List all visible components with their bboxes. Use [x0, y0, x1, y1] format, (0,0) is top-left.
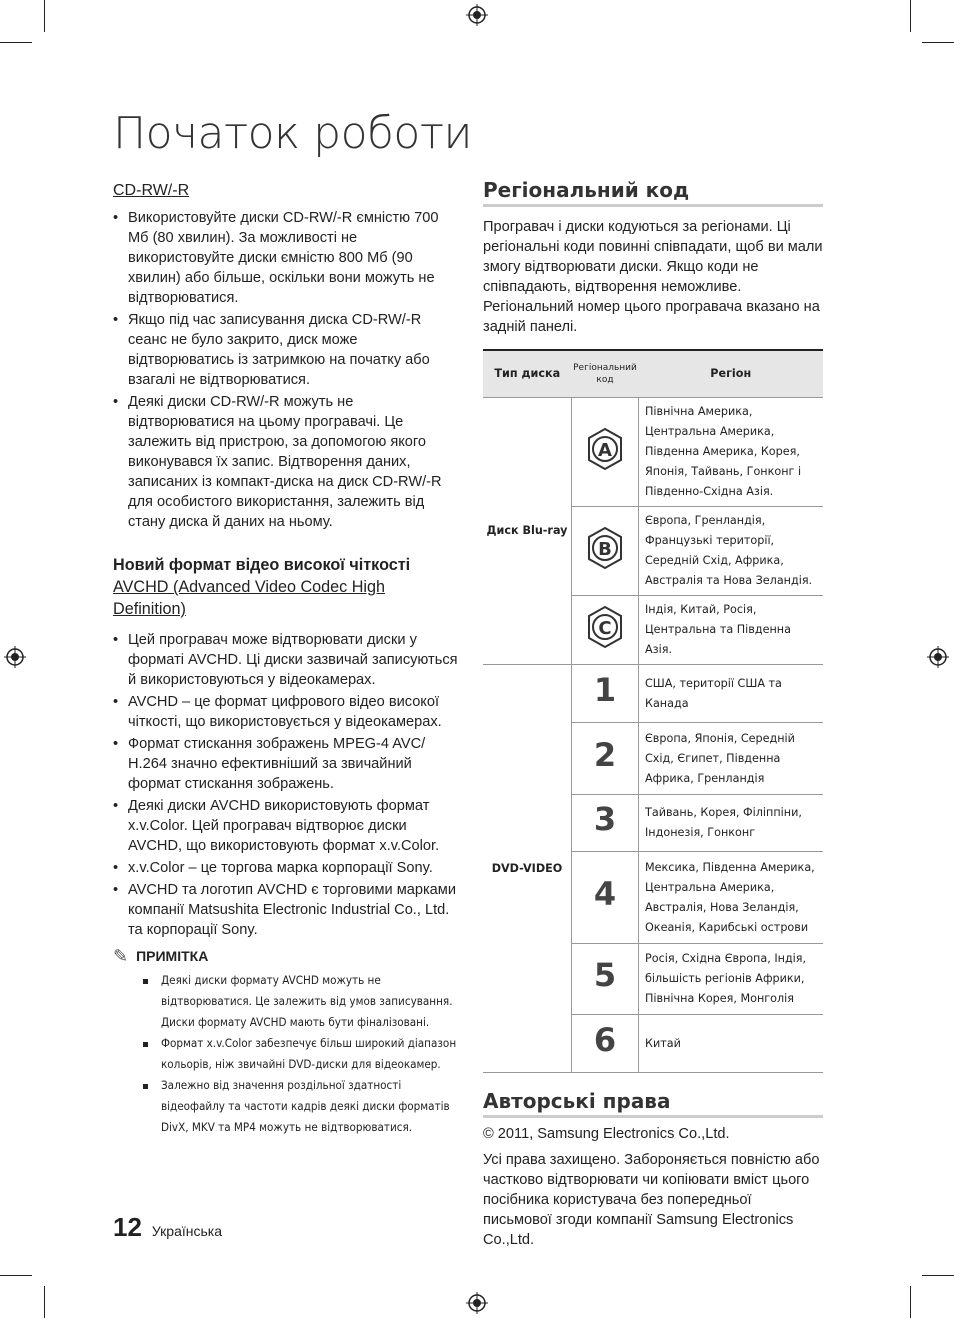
- pencil-note-icon: ✎: [113, 946, 129, 966]
- region-code-letter: C: [598, 617, 612, 639]
- table-row: [483, 398, 823, 507]
- region-intro: Програвач і диски кодуються за регіонами. Ці регіональні коди повинні співпадати, щоб ви мали змогу відтворювати диски. Якщо коди не співпадають, відтворення неможливе. Регіональний номер цього програвача вказано на задній панелі.: [483, 219, 823, 335]
- note-header: ✎ ПРИМІТКА: [113, 946, 209, 966]
- list-item: • Деякі диски AVCHD використовують формат x.v.Color. Цей програвач відтворює диски AVCHD, що використовують формат x.v.Color.: [113, 796, 458, 856]
- dvd-region-globe-icon: 6: [593, 1020, 617, 1059]
- list-item: • Деякі диски CD-RW/-R можуть не відтворюватися на цьому програвачі. Це залежить від пристрою, за допомогою якого виконувався їх запис. Відтворення даних, записаних із компакт-диска на диск CD-RW/-R для особистого використання, залежить від стану диска й даних на ньому.: [113, 392, 458, 532]
- crop-mark: [910, 0, 911, 32]
- region-area: Індія, Китай, Росія, Центральна та Південна Азія.: [639, 596, 824, 665]
- region-area: Росія, Східна Європа, Індія, більшість регіонів Африки, Північна Корея, Монголія: [639, 944, 824, 1015]
- avchd-heading: Новий формат відео високої чіткості AVCHD (Advanced Video Codec High Definition): [113, 556, 411, 618]
- list-item: • Використовуйте диски CD-RW/-R ємністю 700 Мб (80 хвилин). За можливості не використовуйте диски ємністю 800 Мб (90 хвилин) або більше, оскільки вони можуть не відтворюватися.: [113, 208, 458, 308]
- region-area: Європа, Гренландія, Французькі території, Середній Схід, Африка, Австралія та Нова Зеландія.: [639, 507, 824, 596]
- region-code-cell: [572, 944, 639, 1015]
- region-area: Європа, Японія, Середній Схід, Єгипет, Південна Африка, Гренландія: [639, 723, 824, 795]
- crop-mark: [922, 42, 954, 43]
- disc-type-bluray: Диск Blu-ray: [483, 398, 572, 665]
- registration-mark-icon: [927, 646, 949, 668]
- copyright-heading: Авторські права: [483, 1091, 823, 1118]
- list-item: • x.v.Color – це торгова марка корпорації Sony.: [113, 858, 458, 878]
- note-item: Залежно від значення роздільної здатності відеофайлу та частоти кадрів деякі диски форматів DivX, MKV та MP4 можуть не відтворюватися.: [143, 1075, 458, 1138]
- crop-mark: [44, 1286, 45, 1318]
- region-code-heading: Регіональний код: [483, 180, 823, 207]
- list-item: • Цей програвач може відтворювати диски у форматі AVCHD. Ці диски зазвичай записуються й використовуються у відеокамерах.: [113, 630, 458, 690]
- list-item: • Формат стискання зображень MPEG-4 AVC/ H.264 значно ефективніший за звичайний формат стискання зображень.: [113, 734, 458, 794]
- page-number: 12: [113, 1212, 142, 1242]
- region-area: Північна Америка, Центральна Америка, Південна Америка, Корея, Японія, Тайвань, Гонконг і Південно-Східна Азія.: [639, 398, 824, 507]
- crop-mark: [922, 1275, 954, 1276]
- copyright-line: © 2011, Samsung Electronics Co.,Ltd.: [483, 1126, 730, 1142]
- region-code-cell: [572, 596, 639, 665]
- dvd-region-globe-icon: 5: [593, 956, 617, 994]
- region-code-cell: [572, 398, 639, 507]
- region-code-letter: B: [598, 538, 612, 560]
- cdrw-heading: CD-RW/-R: [113, 182, 190, 199]
- page-footer: [113, 1212, 222, 1243]
- bluray-region-a-icon: [586, 427, 624, 471]
- region-code-cell: [572, 852, 639, 944]
- footer-language: Українська: [151, 1223, 223, 1239]
- region-code-table: [483, 349, 823, 1073]
- left-column: [113, 180, 458, 1138]
- crop-mark: [0, 1275, 32, 1276]
- list-item: • AVCHD – це формат цифрового відео високої чіткості, що використовується у відеокамерах.: [113, 692, 458, 732]
- region-code-letter: A: [598, 439, 612, 461]
- list-item: • Якщо під час записування диска CD-RW/-R сеанс не було закрито, диск може відтворюватись із затримкою на початку або взагалі не відтворюватися.: [113, 310, 458, 390]
- disc-type-dvd: DVD-VIDEO: [483, 665, 572, 1073]
- note-item: Деякі диски формату AVCHD можуть не відтворюватися. Це залежить від умов записування. Диски формату AVCHD мають бути фіналізовані.: [143, 970, 458, 1033]
- crop-mark: [44, 0, 45, 32]
- bluray-region-b-icon: [586, 526, 624, 570]
- page-title: Початок роботи: [113, 108, 472, 159]
- region-code-cell: [572, 723, 639, 795]
- region-code-cell: [572, 665, 639, 723]
- region-area: Китай: [639, 1015, 824, 1073]
- region-area: Мексика, Південна Америка, Центральна Америка, Австралія, Нова Зеландія, Океанія, Карибські острови: [639, 852, 824, 944]
- copyright-text: Усі права захищено. Забороняється повністю або частково відтворювати чи копіювати вміст цього посібника користувача без попередньої письмової згоди компанії Samsung Electronics Co.,Ltd.: [483, 1152, 820, 1248]
- registration-mark-icon: [466, 1292, 488, 1314]
- note-list: [113, 970, 458, 1138]
- table-header: Регіональний код: [572, 350, 639, 398]
- dvd-region-globe-icon: 3: [593, 800, 617, 838]
- region-area: Тайвань, Корея, Філіппіни, Індонезія, Гонконг: [639, 795, 824, 852]
- registration-mark-icon: [466, 4, 488, 26]
- list-item: • AVCHD та логотип AVCHD є торговими марками компанії Matsushita Electronic Industrial Co., Ltd. та корпорації Sony.: [113, 880, 458, 940]
- table-header: Регіон: [639, 350, 824, 398]
- avchd-bullet-list: [113, 630, 458, 940]
- region-code-cell: [572, 1015, 639, 1073]
- dvd-region-globe-icon: 4: [593, 874, 617, 913]
- dvd-region-globe-icon: 2: [593, 735, 617, 774]
- crop-mark: [0, 42, 32, 43]
- copyright-section: [483, 1091, 823, 1250]
- right-column: [483, 180, 823, 1250]
- note-item: Формат x.v.Color забезпечує більш широкий діапазон кольорів, ніж звичайні DVD-диски для відеокамер.: [143, 1033, 458, 1075]
- region-code-cell: [572, 507, 639, 596]
- region-code-cell: [572, 795, 639, 852]
- region-area: США, території США та Канада: [639, 665, 824, 723]
- crop-mark: [910, 1286, 911, 1318]
- dvd-region-globe-icon: 1: [593, 670, 617, 709]
- table-header: Тип диска: [483, 350, 572, 398]
- table-row: [483, 665, 823, 723]
- cdrw-bullet-list: [113, 208, 458, 532]
- bluray-region-c-icon: [586, 605, 624, 649]
- registration-mark-icon: [4, 646, 26, 668]
